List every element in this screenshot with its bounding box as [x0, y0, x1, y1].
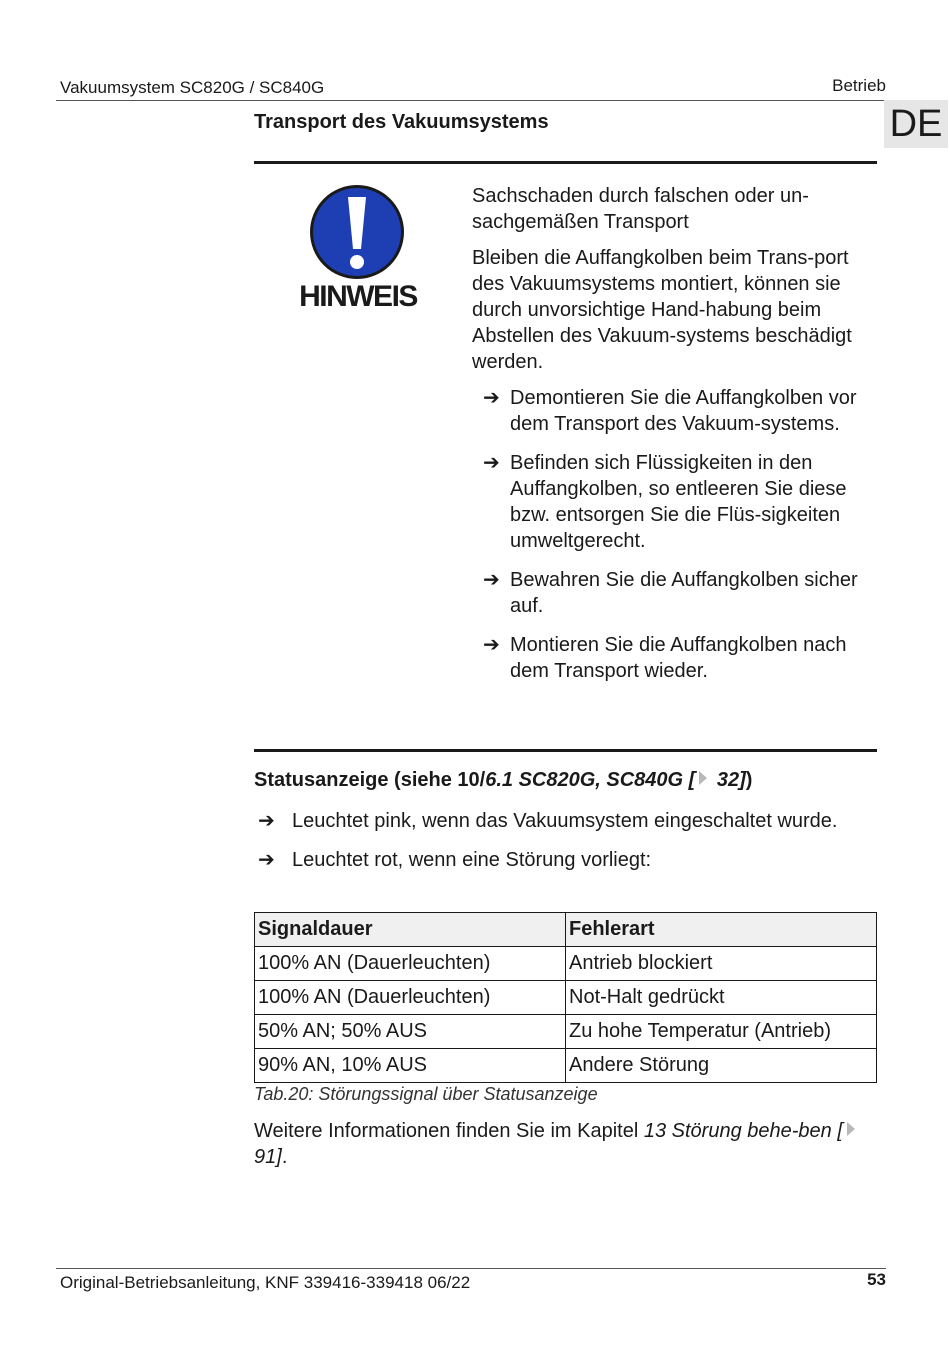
list-item: ➔ Befinden sich Flüssigkeiten in den Auffangkolben, so entleeren Sie diese bzw. entsorgen Sie die Flüs-sigkeiten umweltgerecht.: [483, 452, 847, 552]
table-cell: Zu hohe Temperatur (Antrieb): [566, 1015, 877, 1049]
header-divider: [56, 100, 886, 101]
table-row: [255, 1049, 877, 1083]
table-cell: 50% AN; 50% AUS: [255, 1015, 566, 1049]
list-item: ➔ Bewahren Sie die Auffangkolben sicher auf.: [483, 569, 858, 617]
table-header-row: [255, 913, 877, 947]
notice-description: Bleiben die Auffangkolben beim Trans-port des Vakuumsystems montiert, können sie durch unvorsichtige Hand-habung beim Abstellen des Vakuum-systems beschädigt werden.: [472, 247, 852, 373]
list-item: ➔ Leuchtet pink, wenn das Vakuumsystem eingeschaltet wurde.: [258, 810, 838, 832]
list-item: ➔ Montieren Sie die Auffangkolben nach dem Transport wieder.: [483, 634, 847, 682]
section-title: Transport des Vakuumsystems: [254, 111, 549, 133]
exclamation-mandatory-sign-icon: [308, 183, 406, 281]
footer-document-info: Original-Betriebsanleitung, KNF 339416-339418 06/22: [60, 1273, 471, 1292]
table-cell: Not-Halt gedrückt: [566, 981, 877, 1015]
further-info-text: Weitere Informationen finden Sie im Kapitel 13 Störung behe-ben [ 91].: [254, 1118, 879, 1170]
notice-text: [472, 183, 872, 697]
table-cell: Andere Störung: [566, 1049, 877, 1083]
list-item: ➔ Demontieren Sie die Auffangkolben vor dem Transport des Vakuum-systems.: [483, 387, 857, 435]
status-title: Statusanzeige (siehe 10/6.1 SC820G, SC840G [ 32]): [254, 769, 753, 791]
chapter-cross-reference[interactable]: 13 Störung behe-ben [ 91]: [254, 1120, 859, 1168]
notice-bottom-rule: [254, 749, 877, 752]
notice-signal-word: HINWEIS: [299, 280, 417, 313]
header-document-title: Vakuumsystem SC820G / SC840G: [60, 78, 325, 97]
page-reference-triangle-icon: [847, 1122, 855, 1136]
table-cell: 90% AN, 10% AUS: [255, 1049, 566, 1083]
table-row: [255, 981, 877, 1015]
page-reference-triangle-icon: [699, 771, 707, 785]
column-header-error-type: Fehlerart: [566, 913, 877, 947]
notice-top-rule: [254, 161, 877, 164]
status-bullets: [258, 808, 878, 886]
table-cell: 100% AN (Dauerleuchten): [255, 947, 566, 981]
arrow-right-icon: ➔: [483, 569, 500, 591]
notice-steps: [472, 385, 872, 684]
page-number: 53: [867, 1270, 886, 1289]
column-header-signal-duration: Signaldauer: [255, 913, 566, 947]
header-chapter: Betrieb: [832, 76, 886, 95]
arrow-right-icon: ➔: [483, 452, 500, 474]
table-row: [255, 1015, 877, 1049]
status-cross-reference[interactable]: 6.1 SC820G, SC840G [ 32]: [485, 769, 746, 791]
arrow-right-icon: ➔: [258, 810, 275, 832]
notice-headline: Sachschaden durch falschen oder un-sachgemäßen Transport: [472, 185, 809, 233]
error-signal-table: [254, 912, 877, 1083]
language-tab: DE: [884, 100, 948, 148]
arrow-right-icon: ➔: [483, 634, 500, 656]
table-row: [255, 947, 877, 981]
table-cell: 100% AN (Dauerleuchten): [255, 981, 566, 1015]
footer-divider: [56, 1268, 886, 1269]
arrow-right-icon: ➔: [483, 387, 500, 409]
list-item: ➔ Leuchtet rot, wenn eine Störung vorliegt:: [258, 849, 652, 871]
arrow-right-icon: ➔: [258, 849, 275, 871]
table-cell: Antrieb blockiert: [566, 947, 877, 981]
table-caption: Tab.20: Störungssignal über Statusanzeige: [254, 1084, 598, 1104]
